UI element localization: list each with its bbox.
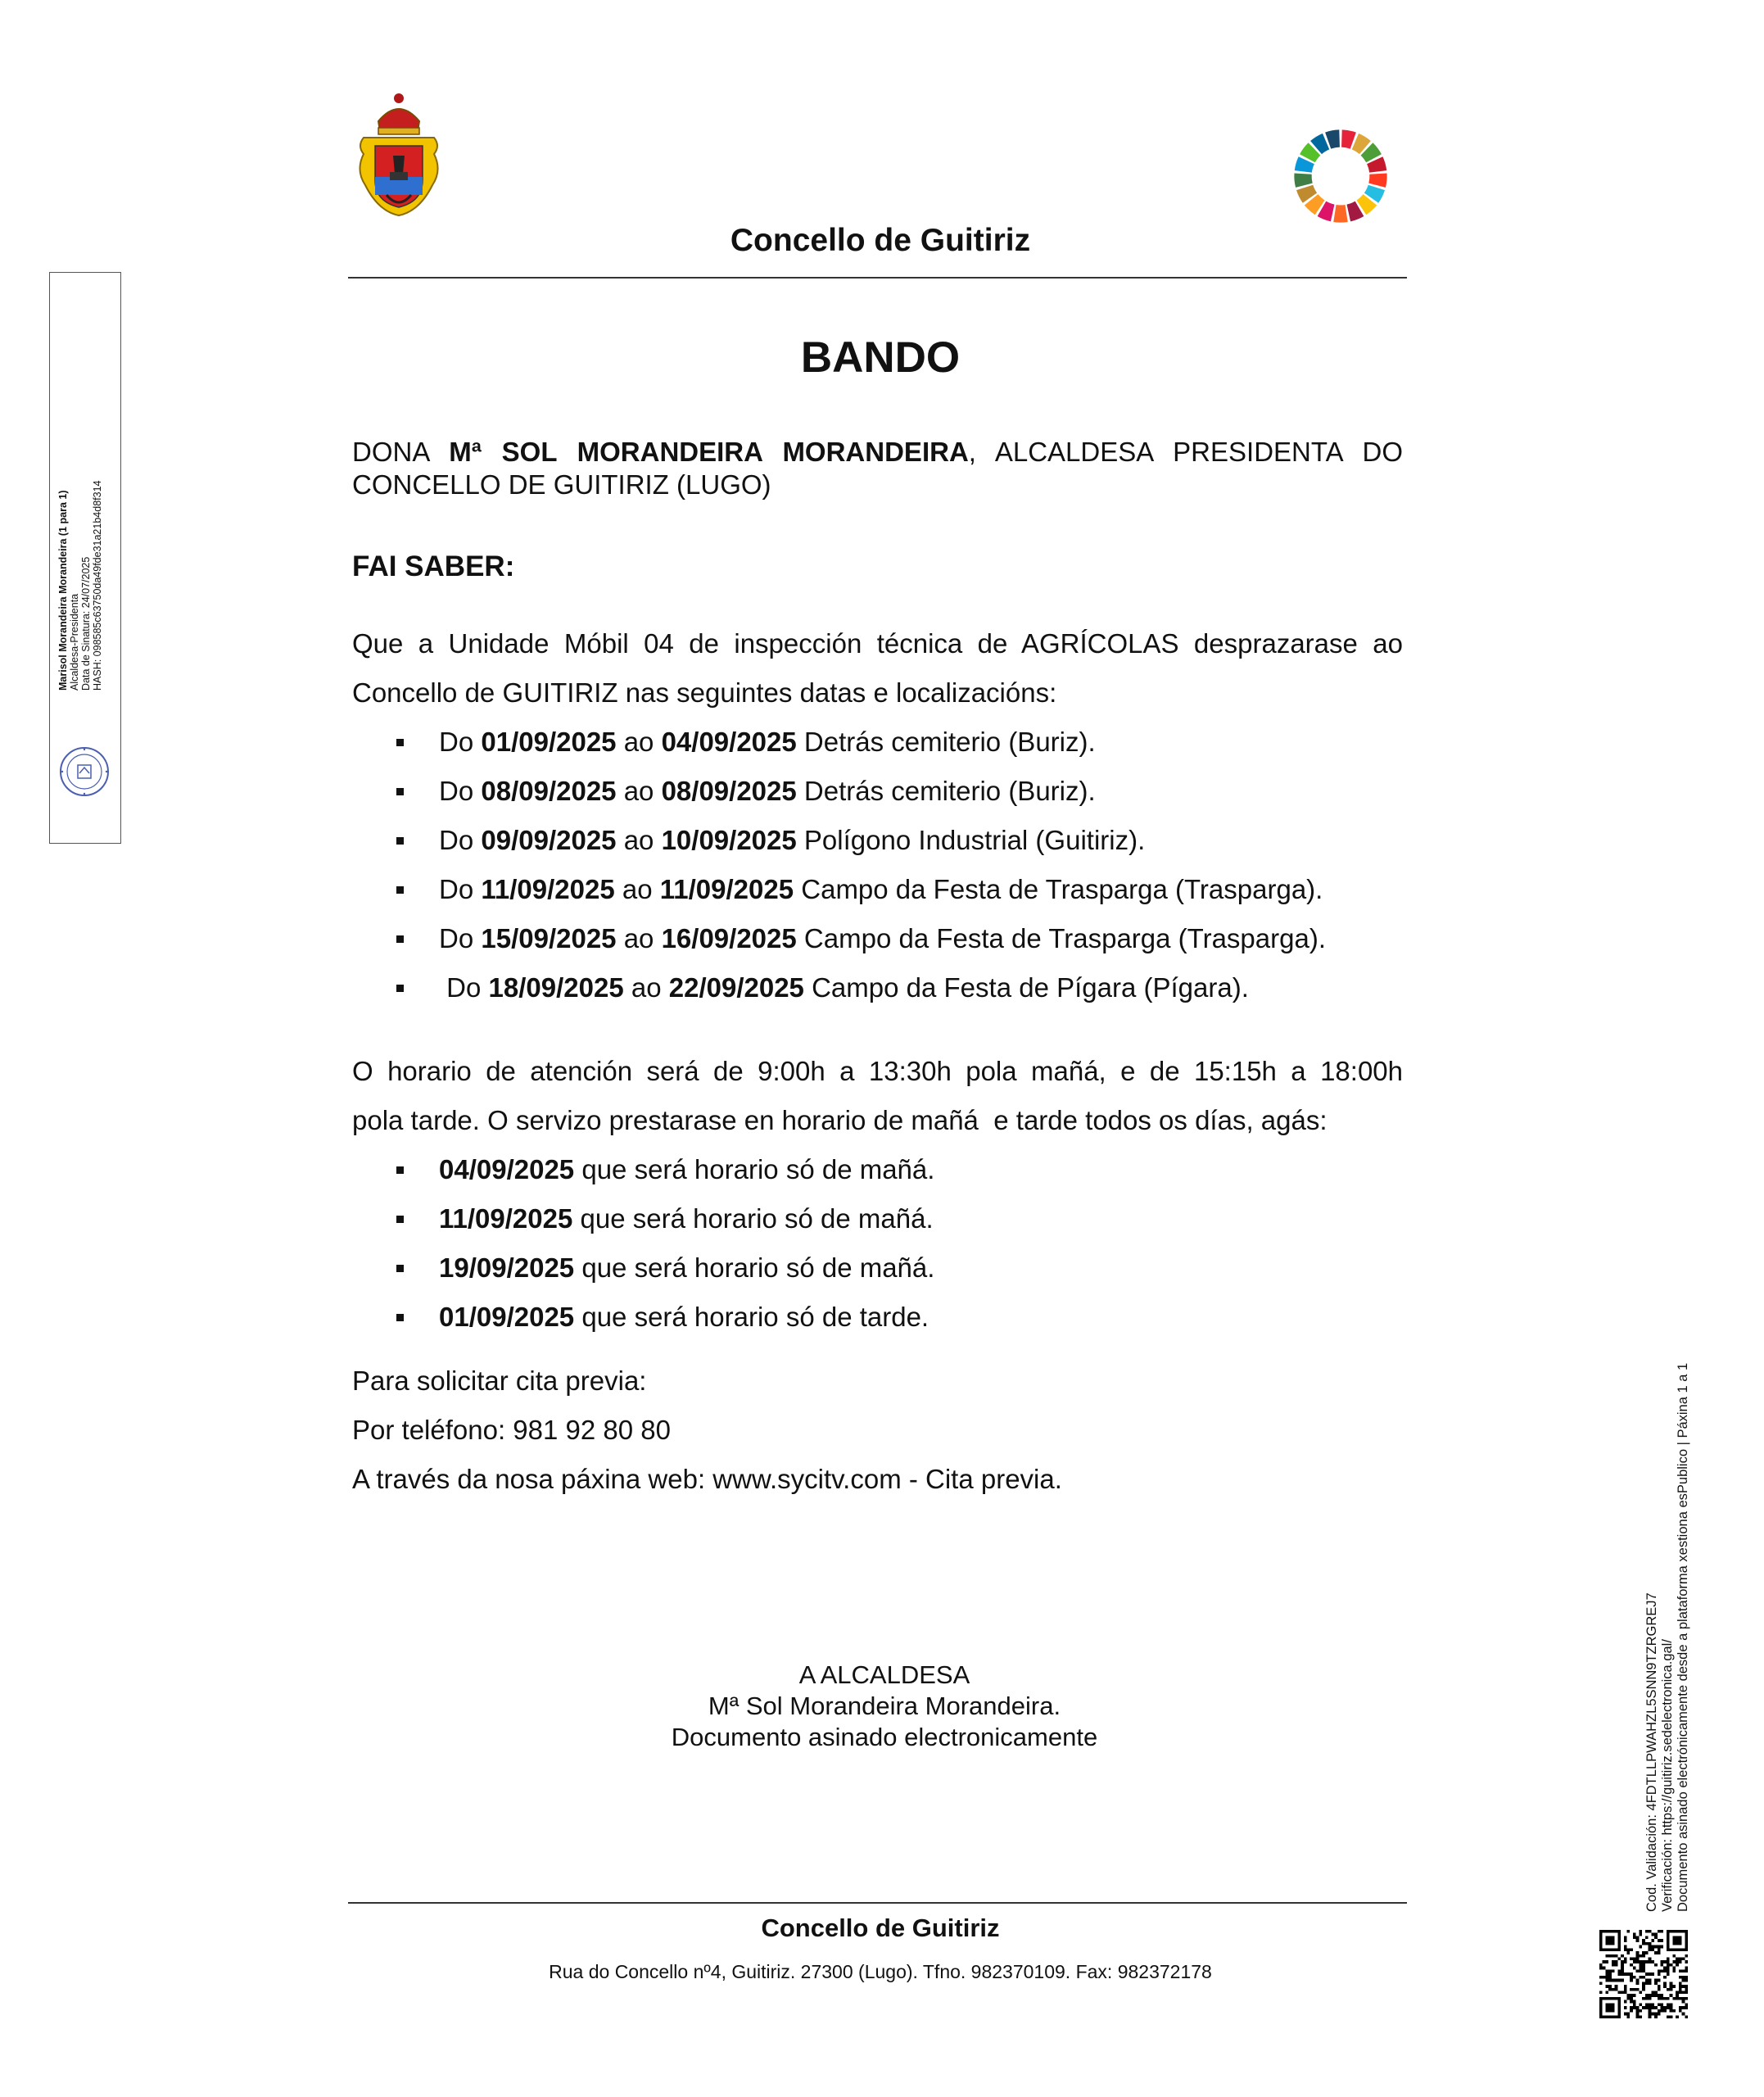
list-item: Do 11/09/2025 ao 11/09/2025 Campo da Festa de Trasparga (Trasparga). (395, 865, 1326, 914)
validation-panel-text (1644, 1306, 1691, 1912)
paragraph-2-line-2: pola tarde. O servizo prestarase en horario de mañá e tarde todos os días, agás: (352, 1105, 1328, 1135)
intro-line-2: CONCELLO DE GUITIRIZ (LUGO) (352, 469, 771, 500)
sdg-segment (1368, 173, 1386, 187)
footer-title: Concello de Guitiriz (761, 1914, 1000, 1942)
footer-address: Rua do Concello nº4, Guitiriz. 27300 (Lugo). Tfno. 982370109. Fax: 982372178 (549, 1961, 1212, 1982)
sdg-wheel-icon (1292, 128, 1389, 224)
locations-list (395, 718, 1326, 1012)
list-item: 01/09/2025 que será horario só de tarde. (395, 1293, 934, 1342)
municipal-crest-icon (354, 88, 444, 220)
verification-url[interactable]: Verificación: https://guitiriz.sedelectronica.gal/ (1660, 1639, 1675, 1912)
list-item: 19/09/2025 que será horario só de mañá. (395, 1243, 934, 1293)
signature-hash: HASH: 098585c63750da49fde31a21b4d8f314 (92, 480, 103, 691)
contact-line-3: A través da nosa páxina web: www.sycitv.com - Cita previa. (352, 1464, 1062, 1494)
intro-line-1 (352, 436, 1403, 469)
paragraph-1-line-2: Concello de GUITIRIZ nas seguintes datas e localizacións: (352, 677, 1057, 708)
website-link[interactable]: www.sycitv.com - Cita previa (712, 1464, 1055, 1494)
list-item: Do 01/09/2025 ao 04/09/2025 Detrás cemiterio (Buriz). (395, 718, 1326, 767)
paragraph-2-line-1: O horario de atención será de 9:00h a 13:30h pola mañá, e de 15:15h a 18:00h (352, 1056, 1403, 1086)
list-item: 11/09/2025 que será horario só de mañá. (395, 1194, 934, 1243)
footer-divider (348, 1902, 1407, 1904)
paragraph-1-line-1: Que a Unidade Móbil 04 de inspección técnica de AGRÍCOLAS desprazarase ao (352, 628, 1403, 659)
intro-rest: , ALCALDESA PRESIDENTA DO (968, 437, 1403, 467)
sign-name: Mª Sol Morandeira Morandeira. (708, 1692, 1061, 1720)
validation-note: Documento asinado electrónicamente desde a plataforma xestiona esPublico | Páxina 1 a 1 (1676, 1362, 1690, 1912)
sdg-segment (1333, 205, 1347, 223)
header-divider (348, 277, 1407, 279)
header-title: Concello de Guitiriz (730, 223, 1031, 258)
list-item: 04/09/2025 que será horario só de mañá. (395, 1145, 934, 1194)
signature-date: Data de Sinatura: 24/07/2025 (80, 556, 92, 691)
mayor-name: Mª SOL MORANDEIRA MORANDEIRA (449, 437, 969, 467)
stamp-seal-icon (58, 745, 111, 798)
sign-title: A ALCALDESA (798, 1660, 970, 1689)
signer-name: Marisol Morandeira Morandeira (1 para 1) (57, 490, 69, 691)
contact-line-2: Por teléfono: 981 92 80 80 (352, 1415, 671, 1445)
intro-prefix: DONA (352, 437, 450, 467)
list-item: Do 15/09/2025 ao 16/09/2025 Campo da Festa de Trasparga (Trasparga). (395, 914, 1326, 963)
list-item: Do 08/09/2025 ao 08/09/2025 Detrás cemiterio (Buriz). (395, 767, 1326, 816)
signer-role: Alcaldesa-Presidenta (69, 593, 80, 691)
fai-saber-heading: FAI SABER: (352, 550, 515, 582)
exceptions-list (395, 1145, 934, 1342)
contact-block (352, 1356, 1403, 1504)
contact-line-1: Para solicitar cita previa: (352, 1366, 647, 1396)
document-heading: BANDO (800, 333, 961, 382)
list-item: Do 09/09/2025 ao 10/09/2025 Polígono Industrial (Guitiriz). (395, 816, 1326, 865)
signature-block (598, 1660, 1171, 1753)
list-item: Do 18/09/2025 ao 22/09/2025 Campo da Festa de Pígara (Pígara). (395, 963, 1326, 1012)
signature-panel-text (57, 265, 103, 691)
qr-code-icon (1599, 1930, 1688, 2018)
sign-note: Documento asinado electronicamente (671, 1723, 1098, 1751)
sdg-segment (1294, 173, 1312, 187)
validation-code: Cod. Validación: 4FDTLLPWAHZL5SNN9TZRGREJ7 (1644, 1592, 1659, 1912)
